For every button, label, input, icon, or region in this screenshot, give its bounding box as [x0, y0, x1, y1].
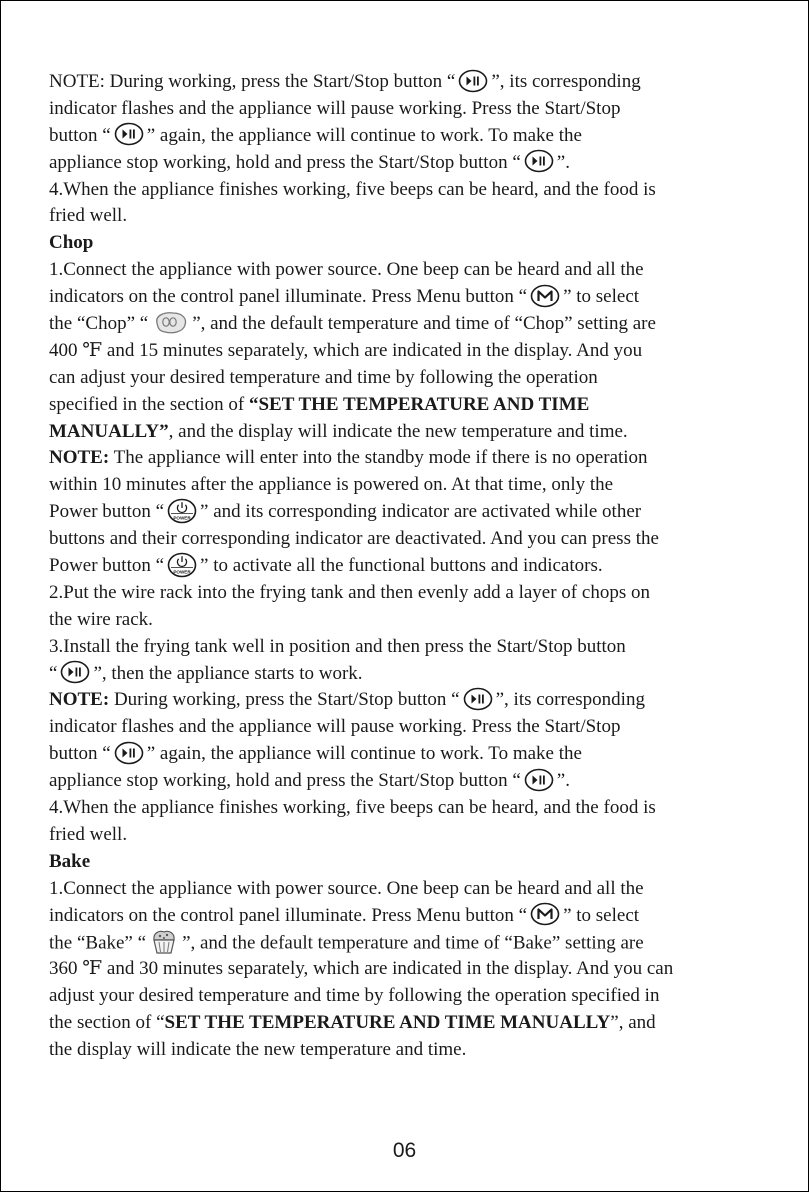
start-stop-icon-graphic [114, 122, 144, 146]
text-line [49, 714, 764, 741]
text: indicators on the control panel illuminate. Press Menu button “ [49, 286, 528, 308]
text: 4.When the appliance finishes working, five beeps can be heard, and the food is [49, 178, 656, 200]
svg-text:POWER: POWER [173, 569, 191, 575]
power-icon [167, 552, 197, 578]
start-stop-icon [114, 122, 144, 146]
text-line [49, 983, 764, 1010]
power-icon-graphic [167, 552, 197, 578]
text: and 30 minutes separately, which are indicated in the display. And you can [106, 958, 674, 980]
text-line [49, 445, 764, 472]
text-line [49, 526, 764, 553]
text: 4.When the appliance finishes working, five beeps can be heard, and the food is [49, 797, 656, 819]
start-stop-icon [524, 768, 554, 792]
text: ”, its corresponding [491, 71, 641, 92]
start-stop-icon-graphic [458, 69, 488, 93]
text-line [49, 177, 764, 204]
text: Power button “ [49, 501, 165, 523]
text: button “ [49, 124, 111, 146]
fahrenheit-unit: ℉ [82, 958, 103, 980]
text: ”. [556, 770, 570, 792]
text: ” and its corresponding indicator are activated while other [200, 501, 642, 523]
text-line [49, 257, 764, 284]
start-stop-icon-graphic [60, 660, 90, 684]
menu-icon [530, 284, 560, 308]
text-line [49, 687, 764, 714]
text: During working, press the Start/Stop button “ [113, 689, 460, 711]
text: ” to select [563, 286, 640, 308]
start-stop-icon-graphic [463, 687, 493, 711]
chop-icon-graphic [151, 310, 189, 336]
text: adjust your desired temperature and time by following the operation specified in [49, 985, 660, 1007]
text: the “Bake” “ [49, 931, 147, 953]
text: indicator flashes and the appliance will pause working. Press the Start/Stop [49, 97, 621, 119]
text: appliance stop working, hold and press the Start/Stop button “ [49, 151, 521, 173]
start-stop-icon [458, 69, 488, 93]
section-heading-bake: Bake [49, 850, 91, 872]
text: ”, then the appliance starts to work. [93, 662, 363, 684]
text: buttons and their corresponding indicator are deactivated. And you can press the [49, 528, 659, 550]
section-reference: SET THE TEMPERATURE AND TIME MANUALLY [164, 1012, 611, 1034]
section-reference: MANUALLY” [49, 420, 169, 442]
text: indicator flashes and the appliance will pause working. Press the Start/Stop [49, 716, 621, 738]
text: ” again, the appliance will continue to work. To make the [146, 124, 582, 146]
text: 400 [49, 339, 78, 361]
menu-icon-graphic [530, 284, 560, 308]
text: indicators on the control panel illuminate. Press Menu button “ [49, 904, 528, 926]
text: The appliance will enter into the standby mode if there is no operation [113, 447, 648, 469]
chop-icon [151, 310, 189, 336]
text-line [49, 1037, 764, 1064]
start-stop-icon-graphic [524, 768, 554, 792]
text: NOTE: During working, press the Start/Stop button “ [49, 71, 456, 92]
text: 1.Connect the appliance with power source. One beep can be heard and all the [49, 259, 644, 281]
text: within 10 minutes after the appliance is powered on. At that time, only the [49, 474, 614, 496]
text: button “ [49, 743, 111, 765]
section-reference: “SET THE TEMPERATURE AND TIME [248, 393, 590, 415]
text-line [49, 795, 764, 822]
text-line [49, 311, 764, 338]
text: ”, and the default temperature and time of “Chop” setting are [192, 313, 656, 335]
text-line [49, 607, 764, 634]
text: ”, its corresponding [495, 689, 645, 711]
text-line [49, 499, 764, 526]
start-stop-icon [114, 741, 144, 765]
section-heading-chop: Chop [49, 232, 94, 254]
page-number: 06 [392, 1139, 417, 1162]
text-line [49, 553, 764, 580]
text: can adjust your desired temperature and time by following the operation [49, 366, 598, 388]
menu-icon [530, 902, 560, 926]
text-line [49, 903, 764, 930]
text-line [49, 338, 764, 365]
text: the display will indicate the new temperature and time. [49, 1039, 467, 1061]
power-icon [167, 498, 197, 524]
text-line [49, 472, 764, 499]
text: ” to activate all the functional buttons and indicators. [200, 555, 603, 577]
note-label: NOTE: [49, 447, 110, 469]
text: ”, and the default temperature and time of “Bake” setting are [182, 931, 644, 953]
instructions-text [49, 69, 764, 1064]
svg-text:POWER: POWER [173, 515, 191, 521]
start-stop-icon [524, 149, 554, 173]
bake-icon [149, 928, 179, 956]
power-icon-graphic [167, 498, 197, 524]
text: fried well. [49, 823, 128, 845]
text: “ [49, 662, 58, 684]
text-line [49, 284, 764, 311]
text-line [49, 419, 764, 446]
text: Power button “ [49, 555, 165, 577]
text-line [49, 392, 764, 419]
text: and 15 minutes separately, which are indicated in the display. And you [106, 339, 643, 361]
text-line [49, 876, 764, 903]
text: the wire rack. [49, 608, 153, 630]
text: ”, and [610, 1012, 656, 1034]
text-line [49, 69, 764, 96]
text-line [49, 930, 764, 957]
text-line [49, 1010, 764, 1037]
text: ” again, the appliance will continue to work. To make the [146, 743, 582, 765]
text-line [49, 96, 764, 123]
text-line [49, 956, 764, 983]
text: ”. [556, 151, 570, 173]
text-line [49, 768, 764, 795]
text: specified in the section of [49, 393, 245, 415]
text: 3.Install the frying tank well in position and then press the Start/Stop button [49, 635, 626, 657]
text-line [49, 822, 764, 849]
menu-icon-graphic [530, 902, 560, 926]
text: 360 [49, 958, 78, 980]
text: fried well. [49, 205, 128, 227]
fahrenheit-unit: ℉ [82, 339, 103, 361]
text: the section of “ [49, 1012, 165, 1034]
text-line [49, 365, 764, 392]
start-stop-icon-graphic [524, 149, 554, 173]
start-stop-icon [60, 660, 90, 684]
start-stop-icon [463, 687, 493, 711]
text-line [49, 634, 764, 661]
text: 1.Connect the appliance with power source. One beep can be heard and all the [49, 877, 644, 899]
note-label: NOTE: [49, 689, 110, 711]
text: appliance stop working, hold and press the Start/Stop button “ [49, 770, 521, 792]
text-line [49, 150, 764, 177]
text-line [49, 580, 764, 607]
text: the “Chop” “ [49, 313, 149, 335]
bake-icon-graphic [149, 928, 179, 956]
text: 2.Put the wire rack into the frying tank and then evenly add a layer of chops on [49, 581, 650, 603]
text-line [49, 661, 764, 688]
text-line [49, 741, 764, 768]
text: ” to select [563, 904, 640, 926]
text-line [49, 203, 764, 230]
text: , and the display will indicate the new temperature and time. [168, 420, 628, 442]
text-line [49, 123, 764, 150]
start-stop-icon-graphic [114, 741, 144, 765]
